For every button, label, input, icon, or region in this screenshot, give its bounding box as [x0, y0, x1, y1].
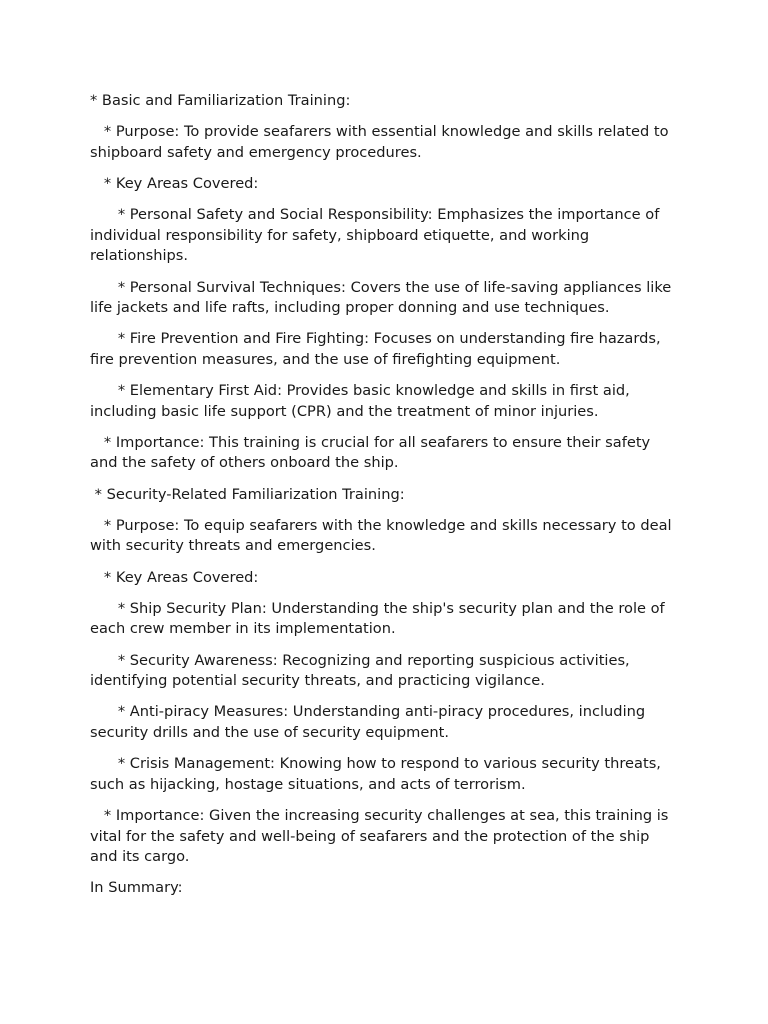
section-heading-basic-training: * Basic and Familiarization Training:	[90, 92, 351, 109]
basic-training-item-personal-survival: * Personal Survival Techniques: Covers the use of life-saving appliances like life jackets and life rafts, including proper donning and use techniques.	[90, 278, 676, 317]
basic-training-purpose: * Purpose: To provide seafarers with essential knowledge and skills related to shipboard safety and emergency procedures.	[90, 123, 674, 161]
security-training-item-ship-security-plan: * Ship Security Plan: Understanding the ship's security plan and the role of each crew member in its implementation.	[90, 599, 670, 638]
security-training-purpose: * Purpose: To equip seafarers with the knowledge and skills necessary to deal with security threats and emergencies.	[90, 516, 677, 555]
basic-training-item-first-aid: * Elementary First Aid: Provides basic knowledge and skills in first aid, including basic life support (CPR) and the treatment of minor injuries.	[90, 382, 635, 420]
section-heading-security-training: * Security-Related Familiarization Training:	[90, 485, 405, 503]
summary-heading: In Summary:	[90, 879, 183, 897]
security-training-item-security-awareness: * Security Awareness: Recognizing and reporting suspicious activities, identifying potential security threats, and practicing vigilance.	[90, 651, 635, 690]
basic-training-key-areas-heading: * Key Areas Covered:	[90, 174, 259, 192]
basic-training-importance: * Importance: This training is crucial for all seafarers to ensure their safety and the safety of others onboard the ship.	[90, 433, 655, 472]
security-training-item-crisis-management: * Crisis Management: Knowing how to respond to various security threats, such as hijacking, hostage situations, and acts of terrorism.	[90, 755, 666, 793]
basic-training-item-personal-safety: * Personal Safety and Social Responsibility: Emphasizes the importance of individual responsibility for safety, shipboard etiquette, and working relationships.	[90, 206, 664, 265]
security-training-importance: * Importance: Given the increasing security challenges at sea, this training is vital for the safety and well-being of seafarers and the protection of the ship and its cargo.	[90, 806, 674, 866]
security-training-item-anti-piracy: * Anti-piracy Measures: Understanding anti-piracy procedures, including security drills and the use of security equipment.	[90, 703, 650, 741]
security-training-key-areas-heading: * Key Areas Covered:	[90, 568, 259, 586]
basic-training-item-fire-prevention: * Fire Prevention and Fire Fighting: Focuses on understanding fire hazards, fire prevention measures, and the use of firefighting equipment.	[90, 330, 666, 368]
document-body	[90, 91, 680, 910]
